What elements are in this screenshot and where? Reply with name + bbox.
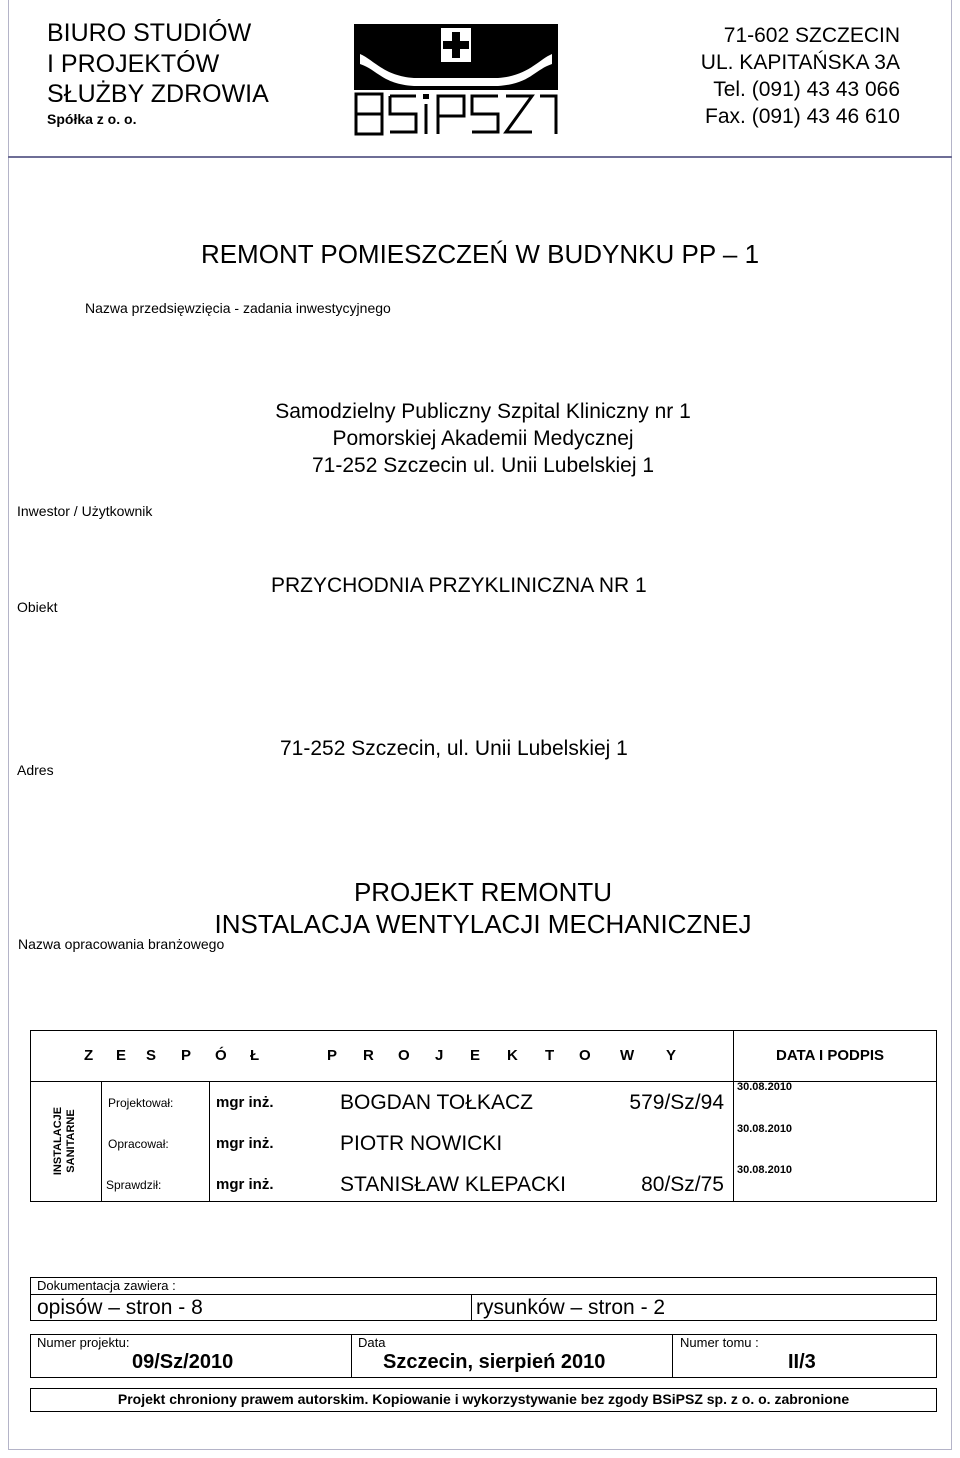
team-heading-letter: E — [116, 1047, 127, 1064]
address-street: UL. KAPITAŃSKA 3A — [700, 51, 900, 74]
investor-line2: Pomorskiej Akademii Medycznej — [332, 427, 634, 450]
address-fax: Fax. (091) 43 46 610 — [705, 105, 900, 128]
bsipsz-logo — [354, 24, 558, 136]
team-row-3-name: STANISŁAW KLEPACKI — [340, 1173, 567, 1196]
team-row-3-license: 80/Sz/75 — [641, 1173, 724, 1196]
team-heading-letter: O — [579, 1047, 591, 1064]
header-divider — [8, 156, 952, 158]
investor-line1: Samodzielny Publiczny Szpital Kliniczny nr 1 — [275, 400, 691, 423]
branch-line2: SANITARNE — [65, 1109, 77, 1173]
team-row-3-title: mgr inż. — [216, 1176, 274, 1193]
firm-name — [47, 18, 269, 128]
address-city: 71-602 SZCZECIN — [723, 24, 900, 47]
copyright-notice: Projekt chroniony prawem autorskim. Kopiowanie i wykorzystywanie bez zgody BSiPSZ sp. z o. o. zabronione — [117, 1391, 850, 1407]
project-title-caption: Nazwa przedsięwzięcia - zadania inwestycyjnego — [85, 300, 391, 316]
contents-descriptions: opisów – stron - 8 — [37, 1296, 203, 1319]
project-number-caption: Numer projektu: — [37, 1335, 130, 1350]
team-row-2-date: 30.08.2010 — [737, 1123, 793, 1135]
study-caption: Nazwa opracowania branżowego — [18, 936, 225, 952]
team-heading-letter: P — [327, 1047, 338, 1064]
branch-label — [30, 1080, 100, 1202]
team-heading-letter: O — [398, 1047, 410, 1064]
team-row-3-role: Sprawdził: — [106, 1178, 162, 1192]
study-title — [0, 876, 960, 940]
address-value: 71-252 Szczecin, ul. Unii Lubelskiej 1 — [280, 737, 628, 760]
team-heading-letter: R — [363, 1047, 374, 1064]
firm-name-line2: I PROJEKTÓW — [47, 49, 220, 78]
address-phone: Tel. (091) 43 43 066 — [713, 78, 900, 101]
team-row-1-name: BOGDAN TOŁKACZ — [340, 1091, 533, 1114]
team-row-1-date: 30.08.2010 — [737, 1081, 793, 1093]
team-heading-letter: Z — [84, 1047, 94, 1064]
team-heading-letter: E — [470, 1047, 481, 1064]
investor-block — [0, 398, 960, 479]
firm-name-line1: BIURO STUDIÓW — [47, 19, 252, 47]
team-date-heading: DATA I PODPIS — [776, 1047, 885, 1064]
team-heading-letter: Ł — [250, 1047, 260, 1064]
investor-line3: 71-252 Szczecin ul. Unii Lubelskiej 1 — [311, 454, 655, 477]
firm-legal-form: Spółka z o. o. — [47, 110, 137, 127]
contents-drawings: rysunków – stron - 2 — [476, 1296, 666, 1319]
object-caption: Obiekt — [17, 599, 58, 615]
investor-caption: Inwestor / Użytkownik — [17, 503, 153, 519]
footer-info-divider-2 — [672, 1335, 673, 1377]
team-header-rule — [31, 1081, 936, 1082]
team-col-rule-1 — [101, 1081, 102, 1201]
team-row-3-date: 30.08.2010 — [737, 1164, 793, 1176]
project-title: REMONT POMIESZCZEŃ W BUDYNKU PP – 1 — [200, 239, 760, 269]
team-heading-letter: Ó — [215, 1047, 227, 1064]
firm-address — [610, 22, 900, 130]
footer-info-divider-1 — [351, 1335, 352, 1377]
contents-box-rule — [31, 1294, 936, 1295]
contents-box-divider — [471, 1294, 472, 1320]
team-row-1-title: mgr inż. — [216, 1094, 274, 1111]
volume-value: II/3 — [788, 1351, 816, 1373]
team-heading-letter: K — [507, 1047, 518, 1064]
firm-name-line3: SŁUŻBY ZDROWIA — [47, 80, 269, 108]
team-heading-letter: W — [620, 1047, 635, 1064]
team-heading-letter: P — [181, 1047, 192, 1064]
team-row-2-title: mgr inż. — [216, 1135, 274, 1152]
branch-line1: INSTALACJE — [52, 1106, 64, 1176]
team-col-rule-3 — [733, 1031, 734, 1201]
volume-caption: Numer tomu : — [680, 1335, 759, 1350]
team-row-2-name: PIOTR NOWICKI — [340, 1132, 503, 1155]
date-caption: Data — [358, 1335, 386, 1350]
address-caption: Adres — [17, 762, 54, 778]
contents-caption: Dokumentacja zawiera : — [37, 1278, 176, 1293]
team-row-2-role: Opracował: — [108, 1137, 169, 1151]
team-heading-letter: J — [435, 1047, 444, 1064]
team-col-rule-2 — [209, 1081, 210, 1201]
object-value: PRZYCHODNIA PRZYKLINICZNA NR 1 — [271, 574, 647, 597]
team-row-1-role: Projektował: — [108, 1096, 174, 1110]
branch-label-text — [52, 1107, 78, 1175]
study-title-line1: PROJEKT REMONTU — [353, 877, 613, 907]
team-heading-letter: Y — [666, 1047, 677, 1064]
team-heading-letter: S — [146, 1047, 157, 1064]
study-title-line2: INSTALACJA WENTYLACJI MECHANICZNEJ — [214, 909, 752, 939]
page-frame — [8, 0, 952, 1450]
date-value: Szczecin, sierpień 2010 — [383, 1351, 606, 1373]
team-heading-letter: T — [545, 1047, 555, 1064]
team-row-1-license: 579/Sz/94 — [629, 1091, 724, 1114]
project-number: 09/Sz/2010 — [132, 1351, 234, 1373]
